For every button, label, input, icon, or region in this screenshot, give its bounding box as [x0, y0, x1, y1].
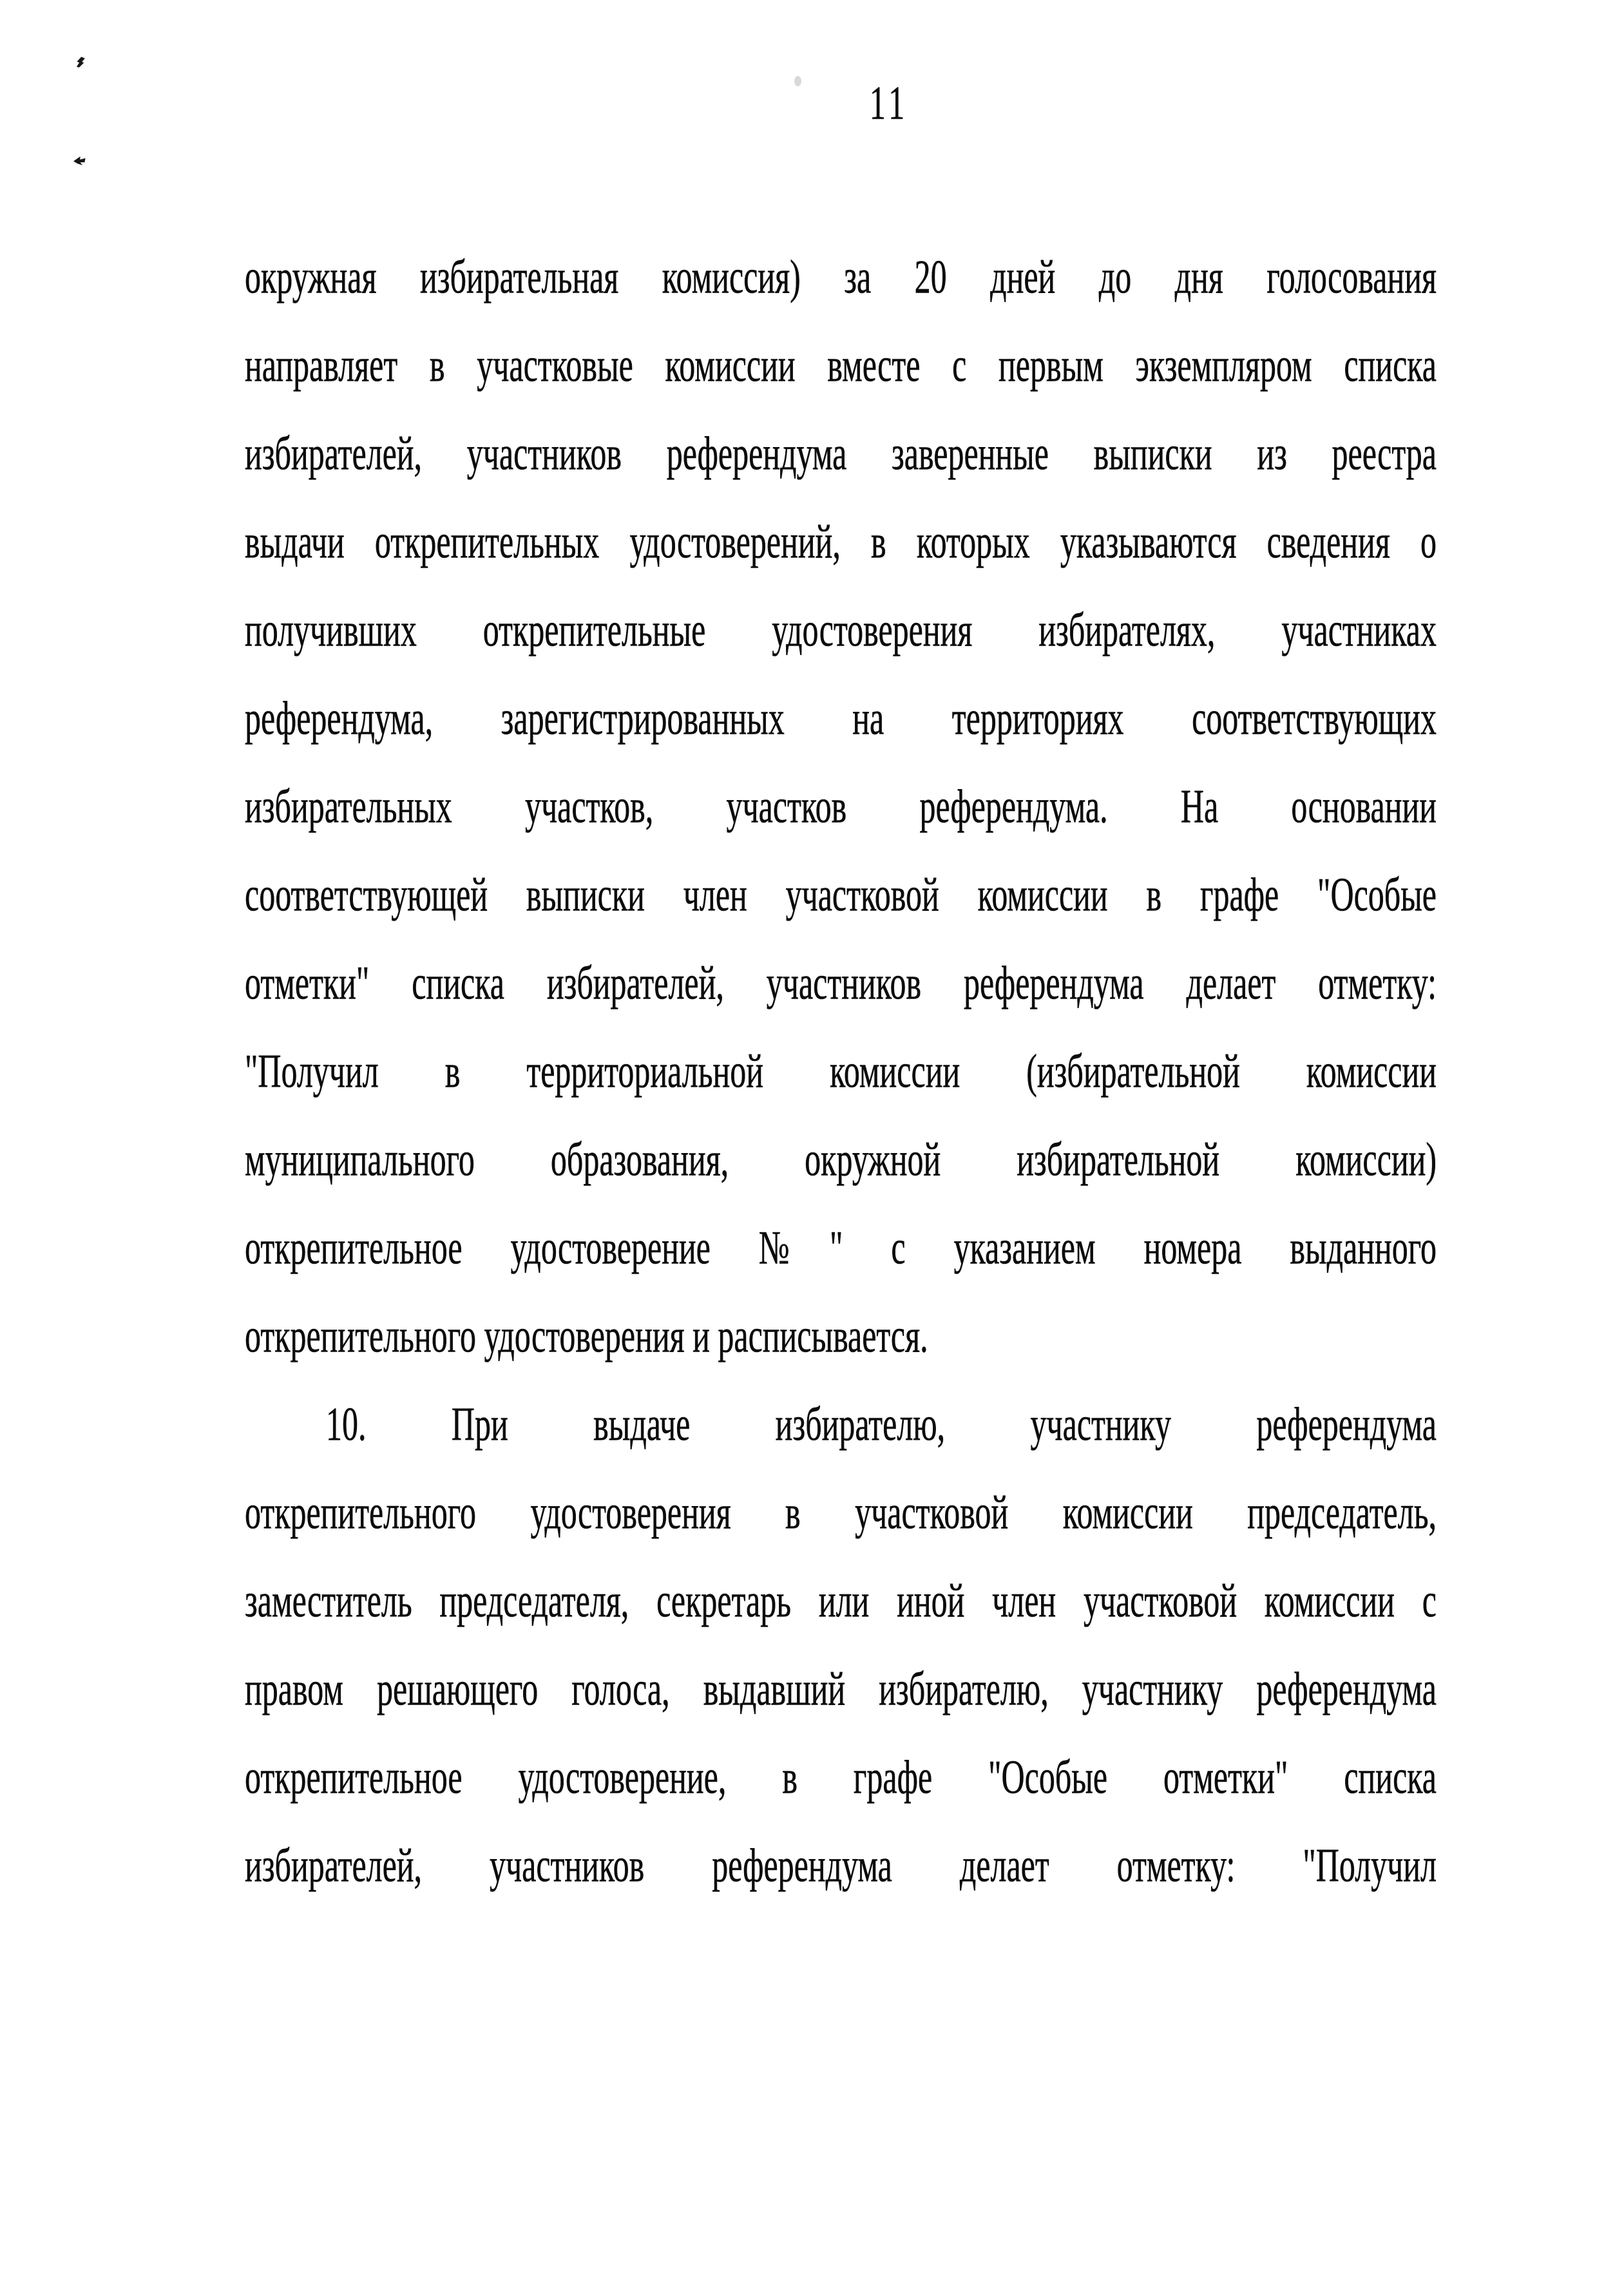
text-line: избирательных участков, участков референдума. На основании — [245, 779, 1437, 833]
text-line: открепительного удостоверения и расписывается. — [245, 1309, 928, 1362]
text-line: окружная избирательная комиссия) за 20 дней до дня голосования — [245, 250, 1437, 303]
text-line: избирателей, участников референдума заверенные выписки из реестра — [245, 426, 1437, 480]
scan-smudge — [794, 76, 801, 86]
text-line: получивших открепительные удостоверения избирателях, участниках — [245, 603, 1437, 656]
text-line: направляет в участковые комиссии вместе с первым экземпляром списка — [245, 338, 1437, 392]
text-line: "Получил в территориальной комиссии (избирательной комиссии — [245, 1044, 1437, 1098]
text-line: муниципального образования, окружной избирательной комиссии) — [245, 1132, 1437, 1186]
text-line: заместитель председателя, секретарь или иной член участковой комиссии с — [245, 1574, 1437, 1627]
text-line: открепительного удостоверения в участковой комиссии председатель, — [245, 1485, 1437, 1539]
text-line: избирателей, участников референдума делает отметку: "Получил — [245, 1838, 1437, 1892]
text-line: открепительное удостоверение, в графе "Особые отметки" списка — [245, 1750, 1437, 1804]
ink-speck — [73, 156, 86, 166]
text-line: отметки" списка избирателей, участников референдума делает отметку: — [245, 956, 1437, 1009]
text-line: соответствующей выписки член участковой комиссии в графе "Особые — [245, 868, 1437, 921]
text-line: выдачи открепительных удостоверений, в которых указываются сведения о — [245, 515, 1437, 568]
text-line: правом решающего голоса, выдавший избирателю, участнику референдума — [245, 1662, 1437, 1715]
text-line-paragraph-start: 10. При выдаче избирателю, участнику референдума — [326, 1397, 1437, 1451]
text-line: открепительное удостоверение №" с указанием номера выданного — [245, 1221, 1437, 1274]
page-number: 11 — [869, 76, 909, 129]
ink-speck — [75, 56, 85, 68]
text-line: референдума, зарегистрированных на территориях соответствующих — [245, 691, 1437, 745]
